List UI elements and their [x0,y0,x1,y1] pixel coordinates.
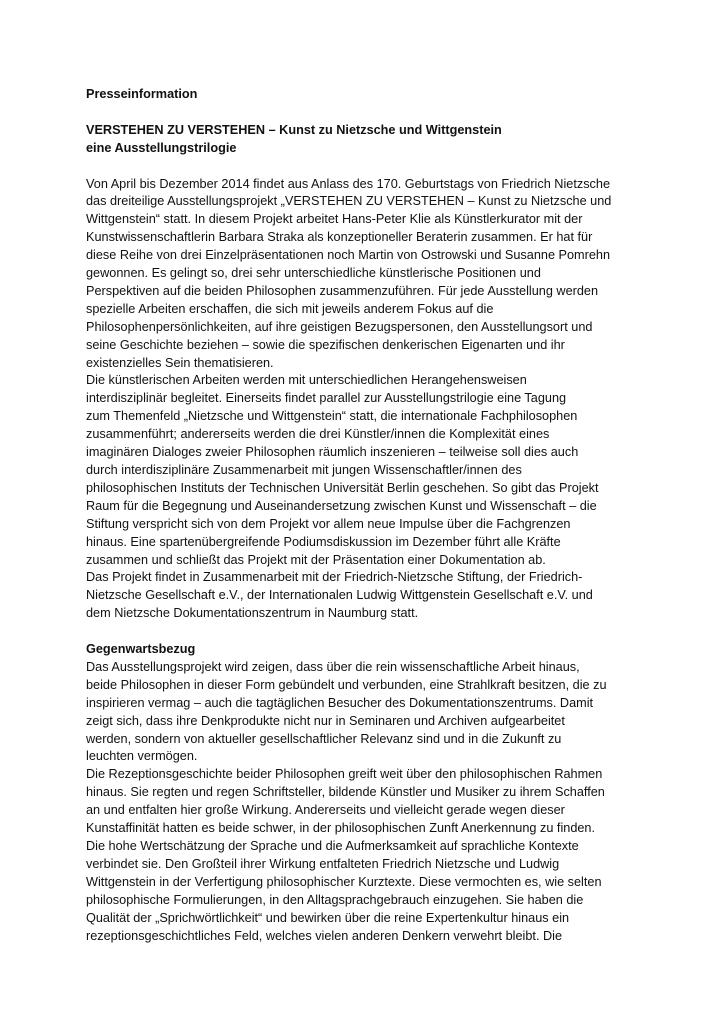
text-line: beide Philosophen in dieser Form gebündelt und verbunden, eine Strahlkraft besitzen, die zu [86,677,607,692]
text-line: zusammen und schließt das Projekt mit der Präsentation einer Dokumentation ab. [86,552,546,567]
text-line: leuchten vermögen. [86,749,198,764]
text-line: Raum für die Begegnung und Auseinandersetzung zwischen Kunst und Wissenschaft – die [86,498,597,513]
text-line: Wittgenstein“ statt. In diesem Projekt arbeitet Hans-Peter Klie als Künstlerkurator mit der [86,212,583,227]
text-line: hinaus. Eine spartenübergreifende Podiumsdiskussion im Dezember führt alle Kräfte [86,534,561,549]
blank-line [86,104,646,122]
text-line: philosophischen Instituts der Technischen Universität Berlin geschehen. So gibt das Projekt [86,480,599,495]
text-line: zusammenführt; andererseits werden die drei Künstler/innen die Komplexität eines [86,427,550,442]
text-line: an und entfalten hier große Wirkung. Andererseits und vielleicht gerade wegen dieser [86,803,565,818]
text-line: Qualität der „Sprichwörtlichkeit“ und bewirken über die reine Expertenkultur hinaus ein [86,910,570,925]
text-line: Kunstwissenschaftlerin Barbara Straka als konzeptioneller Beraterin zusammen. Er hat für [86,230,593,245]
text-line: Stiftung verspricht sich von dem Projekt vor allem neue Impulse über die Fachgrenzen [86,516,571,531]
text-line: Wittgenstein in der Verfertigung philosophischer Kurztexte. Diese vermochten es, wie selten [86,874,602,889]
document-label: Presseinformation [86,87,198,101]
text-line: zeigt sich, dass ihre Denkprodukte nicht nur in Seminaren und Archiven aufgearbeitet [86,713,565,728]
text-line: interdisziplinär begleitet. Einerseits findet parallel zur Ausstellungstrilogie eine Tagung [86,391,567,406]
text-line: philosophische Formulierungen, in den Alltagsprachgebrauch einzugehen. Sie haben die [86,892,584,907]
text-line: das dreiteilige Ausstellungsprojekt „VERSTEHEN ZU VERSTEHEN – Kunst zu Nietzsche und [86,194,612,209]
text-line: Das Ausstellungsprojekt wird zeigen, dass über die rein wissenschaftliche Arbeit hinaus, [86,659,580,674]
text-line: rezeptionsgeschichtliches Feld, welches vielen anderen Denkern verwehrt bleibt. Die [86,928,563,943]
blank-line [86,623,646,641]
text-line: durch interdisziplinäre Zusammenarbeit mit jungen Wissenschaftler/innen des [86,463,522,477]
text-line: Nietzsche Gesellschaft e.V., der Internationalen Ludwig Wittgenstein Gesellschaft e.V. und [86,588,593,603]
text-line: spezielle Arbeiten erschaffen, die sich mit jeweils anderem Fokus auf die [86,301,494,316]
document-title-line: eine Ausstellungstrilogie [86,140,237,155]
text-line: Kunstaffinität hatten es beide schwer, in der philosophischen Zunft Anerkennung zu finden. [86,821,596,836]
text-line: Die Rezeptionsgeschichte beider Philosophen greift weit über den philosophischen Rahmen [86,767,603,782]
text-line: gewonnen. Es gelingt so, drei sehr unterschiedliche künstlerische Positionen und [86,266,541,281]
intro-paragraphs [86,176,646,624]
text-line: imaginären Dialoges zweier Philosophen räumlich inszenieren – teilweise soll dies auch [86,445,579,460]
text-line: dem Nietzsche Dokumentationszentrum in Naumburg statt. [86,606,419,621]
text-line: hinaus. Sie regten und regen Schriftsteller, bildende Künstler und Musiker zu ihrem Schaffen [86,785,605,800]
blank-line [86,158,646,176]
text-line: inspirieren vermag – auch die tagtäglichen Besucher des Dokumentationszentrums. Damit [86,695,594,710]
document-title-line: VERSTEHEN ZU VERSTEHEN – Kunst zu Nietzsche und Wittgenstein [86,122,502,137]
text-line: diese Reihe von drei Einzelpräsentationen noch Martin von Ostrowski und Susanne Pomrehn [86,248,611,263]
text-line: verbindet sie. Den Großteil ihrer Wirkung entfalteten Friedrich Nietzsche und Ludwig [86,856,560,871]
text-line: zum Themenfeld „Nietzsche und Wittgenstein“ statt, die internationale Fachphilosophen [86,409,578,424]
text-line: existenzielles Sein thematisieren. [86,355,274,370]
text-line: Die hohe Wertschätzung der Sprache und die Aufmerksamkeit auf sprachliche Kontexte [86,839,579,854]
section-paragraphs [86,659,646,946]
text-line: Von April bis Dezember 2014 findet aus Anlass des 170. Geburtstags von Friedrich Nietzsche [86,176,610,191]
text-line: seine Geschichte beziehen – sowie die spezifischen denkerischen Eigenarten und ihr [86,337,565,352]
document-content [86,86,646,945]
text-line: werden, sondern von aktueller gesellschaftlicher Relevanz sind und in die Zukunft zu [86,731,562,746]
section-heading: Gegenwartsbezug [86,642,196,657]
text-line: Philosophenpersönlichkeiten, auf ihre geistigen Bezugspersonen, den Ausstellungsort und [86,319,593,334]
text-line: Das Projekt findet in Zusammenarbeit mit der Friedrich-Nietzsche Stiftung, der Friedrich- [86,570,583,585]
text-line: Die künstlerischen Arbeiten werden mit unterschiedlichen Herangehensweisen [86,373,527,388]
text-line: Perspektiven auf die beiden Philosophen zusammenzuführen. Für jede Ausstellung werden [86,283,599,298]
